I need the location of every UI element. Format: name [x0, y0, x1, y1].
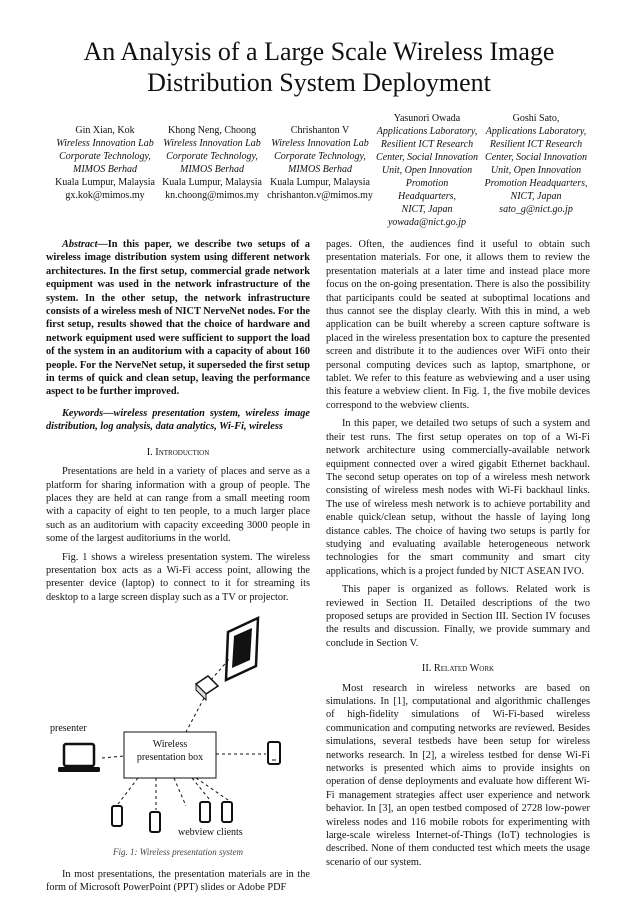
author-affiliation: Applications Laboratory,: [485, 126, 587, 137]
access-point-icon: [196, 676, 218, 700]
author-affiliation: Promotion Headquarters,: [397, 178, 457, 202]
author-city: Kuala Lumpur, Malaysia: [55, 177, 155, 188]
author-affiliation: Resilient ICT Research: [489, 139, 583, 150]
author-affiliation: NICT, Japan: [401, 204, 453, 215]
keywords-lead: Keywords—: [62, 407, 114, 419]
author-name: Goshi Sato,: [512, 113, 560, 124]
author-name: Gin Xian, Kok: [75, 125, 135, 136]
phone-icon: [200, 802, 210, 822]
figure-1: [46, 614, 310, 844]
figure-1-caption: Fig. 1: Wireless presentation system: [112, 847, 244, 858]
author-email: yowada@nict.go.jp: [387, 217, 467, 228]
author-affiliation: Corporate Technology,: [59, 151, 151, 162]
author-affiliation: Resilient ICT Research: [380, 139, 474, 150]
author-affiliation: Center, Social Innovation: [485, 152, 587, 163]
author-block-4: [376, 112, 478, 229]
phone-icon: [222, 802, 232, 822]
right-paragraph-1: pages. Often, the audiences find it useful to obtain such presentation materials. For one, it allows them to review the presentation materials at a later time and instead place more focus on the on-going presentation. There is also the possibility that participants could be seated at suboptimal locations and thus cannot see the display clearly. With this in mind, a web application can be built whereby a screen capture software is placed in the wireless presentation box to capture the presented screen and distribute it to the audiences over WiFi onto their personal computing devices such as laptop, smartphone, or tablet. We refer to this feature as webviewing and a user using this feature a webview client. In Fig. 1, the five mobile devices correspond to the webview clients.: [326, 239, 590, 411]
author-block-2: [160, 124, 264, 202]
abstract-lead: Abstract—: [62, 239, 108, 250]
paper-title: [40, 36, 598, 98]
laptop-icon: [58, 744, 100, 772]
webview-clients-label: webview clients: [178, 827, 243, 839]
presenter-label: presenter: [50, 723, 87, 735]
author-affiliation: Corporate Technology,: [274, 151, 366, 162]
author-affiliation: MIMOS Berhad: [288, 164, 352, 175]
author-block-1: [52, 124, 158, 202]
box-label-line-2: presentation box: [136, 752, 204, 764]
title-line-1: An Analysis of a Large Scale Wireless Image: [83, 37, 555, 66]
keywords: [46, 407, 310, 434]
author-affiliation: Unit, Open Innovation: [490, 165, 582, 176]
author-name: Chrishanton V: [290, 125, 350, 136]
author-city: Kuala Lumpur, Malaysia: [270, 177, 370, 188]
author-affiliation: Center, Social Innovation: [376, 152, 478, 163]
author-email: kn.choong@mimos.my: [165, 190, 259, 201]
author-block-5: [484, 112, 588, 216]
intro-paragraph-3: In most presentations, the presentation materials are in the form of Microsoft PowerPoint (PPT) slides or Adobe PDF: [46, 868, 310, 893]
author-email: chrishanton.v@mimos.my: [267, 190, 373, 201]
author-name: Yasunori Owada: [393, 113, 461, 124]
author-affiliation: Unit, Open Innovation: [381, 165, 473, 176]
phone-icon: [112, 806, 122, 826]
author-block-3: [266, 124, 374, 202]
box-label: [124, 738, 216, 764]
author-affiliation: MIMOS Berhad: [73, 164, 137, 175]
projector-screen-icon: [226, 618, 258, 680]
author-affiliation: NICT, Japan: [510, 191, 562, 202]
author-affiliation: MIMOS Berhad: [180, 164, 244, 175]
phone-icon: [268, 742, 280, 764]
author-affiliation: Promotion Headquarters,: [484, 178, 588, 189]
keywords-text: wireless presentation system, wireless image distribution, log analysis, data analytics, Wi-Fi, wireless: [46, 407, 310, 433]
abstract-text: In this paper, we describe two setups of a wireless image distribution system using different network architectures. In the first setup, commercial grade network equipment was used in the network infrastructure of the system. In the other setup, the network infrastructure consists of a wireless mesh of NICT NerveNet nodes. For the first setup, results showed that the choice of hardware and network equipment used were sufficient to support the load of the system in an auditorium with a capacity of about 160 people. For the NerveNet setup, it superseded the first setup in terms of quick and clean setup, leaving the performance aspect to be further improved.: [46, 239, 310, 398]
author-email: sato_g@nict.go.jp: [499, 204, 573, 215]
author-name: Khong Neng, Choong: [167, 125, 257, 136]
right-column: [326, 238, 590, 869]
author-city: Kuala Lumpur, Malaysia: [162, 177, 262, 188]
abstract: [46, 238, 310, 399]
box-label-line-1: Wireless: [152, 739, 188, 751]
author-affiliation: Corporate Technology,: [166, 151, 258, 162]
intro-paragraph-1: Presentations are held in a variety of places and serve as a platform for sharing information with a group of people. The places they are held at can range from a small meeting room with a capacity of eight to ten people, to a much larger place such as an auditorium with capacity exceeding 3000 people in some of the largest auditoriums in the world.: [46, 466, 310, 545]
author-affiliation: Wireless Innovation Lab: [271, 138, 369, 149]
intro-paragraph-2: Fig. 1 shows a wireless presentation system. The wireless presentation box acts as a Wi-Fi access point, allowing the presenter device (laptop) to connect to it for streaming its desktop to a large screen display such as a TV or projector.: [46, 551, 310, 603]
phone-icon: [150, 812, 160, 832]
section-heading-related-work: II. Related Work: [421, 663, 495, 675]
author-affiliation: Wireless Innovation Lab: [163, 138, 261, 149]
author-affiliation: Wireless Innovation Lab: [56, 138, 154, 149]
title-line-2: Distribution System Deployment: [147, 68, 491, 97]
author-affiliation: Applications Laboratory,: [376, 126, 478, 137]
right-paragraph-3: This paper is organized as follows. Related work is reviewed in Section II. Detailed descriptions of the two proposed setups are provided in Section III. Section IV focuses the results and discussion. Finally, we provide summary and conclude in Section V.: [326, 584, 590, 649]
author-email: gx.kok@mimos.my: [65, 190, 145, 201]
related-paragraph-1: Most research in wireless networks are based on simulations. In [1], computational and algorithmic challenges of high-fidelity simulations of Wi-Fi-based wireless communication and computing networks are reviewed. Besides simulations, several testbeds have been setup for wireless networks research. In [2], a wireless testbed for dense Wi-Fi networks is presented which aims to provide insights on operation of dense deployments and evaluate how different Wi-Fi management strategies affect user experience and network behavior. In [3], an open testbed composed of 2728 low-power wireless nodes and 116 mobile robots for experimenting with large-scale wireless Internet-of-Things (IoT) technologies is described. None of them conducted test which meets the usage scenario of our system.: [326, 682, 590, 868]
section-heading-introduction: I. Introduction: [146, 446, 210, 458]
right-paragraph-2: In this paper, we detailed two setups of such a system and their test runs. The first setup operates on top of a Wi-Fi network architecture using commercially-available network equipment connected over a wired gigabit Ethernet backhaul. The second setup operates on top of a wireless mesh network consisting of wireless mesh nodes with Wi-Fi backhaul links. The use of wireless mesh network is to achieve portability and enable quick/clean setup, without the hassle of laying long distance cables. The choice of having two setups is partly for studying and evaluating available heterogeneous network technologies for the smart community and smart city applications, which is a project funded by NICT ASEAN IVO.: [326, 418, 590, 577]
left-column: [46, 238, 310, 894]
